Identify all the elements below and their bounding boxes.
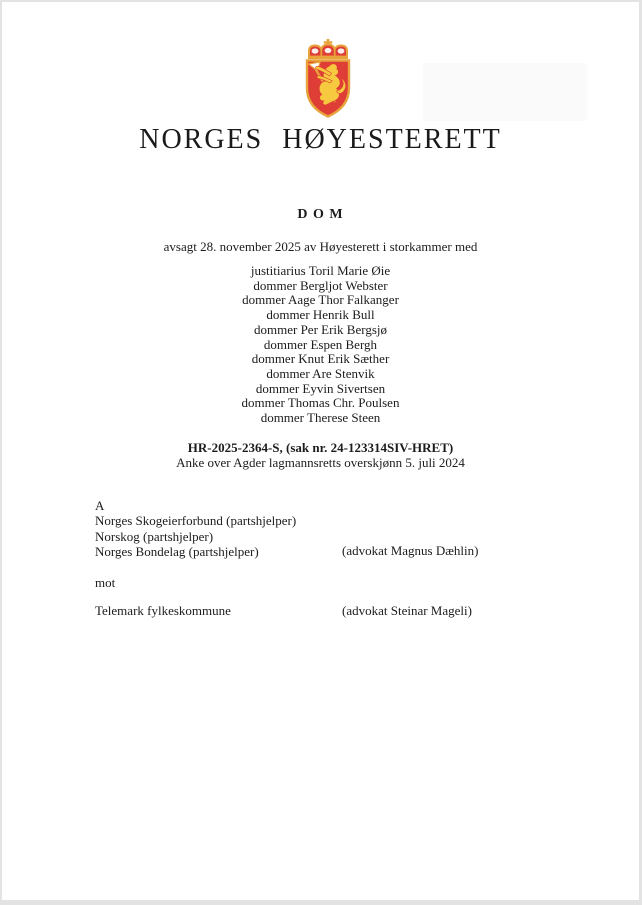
respondent-counsel: (advokat Steinar Mageli)	[342, 603, 472, 618]
party-helper: Norges Bondelag (partshjelper)	[95, 543, 259, 559]
judge-row: dommer Bergljot Webster	[253, 277, 388, 293]
party-helper: Norskog (partshjelper)	[95, 528, 214, 544]
judge-row: dommer Knut Erik Sæther	[251, 351, 390, 367]
judge-row: dommer Eyvin Sivertsen	[255, 380, 386, 396]
appeal-description: Anke over Agder lagmannsretts overskjønn 5. juli 2024	[176, 455, 465, 470]
judgment-intro-line: avsagt 28. november 2025 av Høyesterett i storkammer med	[163, 239, 478, 254]
versus-label: mot	[95, 575, 116, 590]
background-artifact	[423, 63, 587, 121]
judges-list	[2, 264, 639, 426]
judge-row: dommer Henrik Bull	[266, 307, 375, 323]
judge-row: dommer Espen Bergh	[263, 336, 378, 352]
judge-row: justitiarius Toril Marie Øie	[250, 263, 391, 278]
respondent-name: Telemark fylkeskommune	[95, 603, 231, 618]
case-reference-block	[2, 440, 639, 470]
judge-row: dommer Are Stenvik	[266, 365, 375, 381]
judge-row: dommer Thomas Chr. Poulsen	[241, 395, 400, 411]
institution-title: NORGES HØYESTERETT	[139, 124, 502, 155]
party-helper: Norges Skogeierforbund (partshjelper)	[95, 513, 297, 529]
judge-row: dommer Per Erik Bergsjø	[254, 321, 387, 337]
case-number: HR-2025-2364-S, (sak nr. 24-123314SIV-HRET)	[187, 440, 454, 455]
judge-row: dommer Therese Steen	[260, 410, 381, 426]
norway-coat-of-arms-icon	[298, 38, 358, 120]
appellant-name: A	[95, 498, 105, 513]
appellant-block	[95, 498, 565, 559]
appellant-counsel: (advokat Magnus Dæhlin)	[342, 543, 479, 558]
document-page	[2, 2, 639, 900]
document-type-heading: D O M	[297, 207, 344, 222]
judge-row: dommer Aage Thor Falkanger	[242, 292, 399, 308]
